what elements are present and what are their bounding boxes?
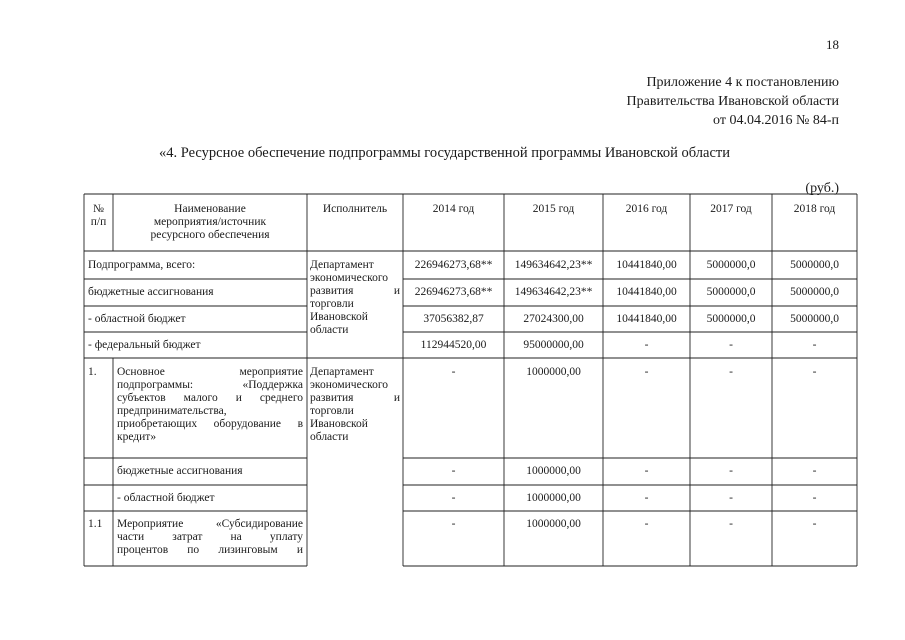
- table-cell: -: [812, 366, 817, 378]
- table-cell: 27024300,00: [523, 313, 584, 325]
- row-label: бюджетные ассигнования: [88, 286, 214, 298]
- table-cell: 1000000,00: [526, 366, 581, 378]
- document-title: «4. Ресурсное обеспечение подпрограммы государственной программы Ивановской области: [159, 145, 731, 161]
- header-year-2014: 2014 год: [432, 203, 475, 215]
- table-cell: 226946273,68**: [414, 286, 493, 298]
- table-cell: -: [451, 518, 456, 530]
- table-cell: 149634642,23**: [514, 286, 593, 298]
- table-cell: -: [729, 366, 733, 378]
- table-cell: -: [729, 492, 733, 504]
- table-cell: 149634642,23**: [514, 259, 593, 271]
- table-cell: 1000000,00: [526, 492, 581, 504]
- table-cell: -: [451, 465, 456, 477]
- table-cell: -: [729, 465, 733, 477]
- header-year-2016: 2016 год: [625, 203, 668, 215]
- table-cell: 112944520,00: [420, 339, 487, 351]
- table-cell: 1000000,00: [526, 518, 581, 530]
- appendix-line-1: Приложение 4 к постановлению: [646, 75, 839, 90]
- table-cell: -: [644, 492, 649, 504]
- executor-cell: Департамент экономического развития и торговли Ивановской области: [310, 366, 400, 443]
- table-cell: 1000000,00: [526, 465, 581, 477]
- table-cell: 5000000,0: [706, 259, 756, 271]
- header-name: Наименование мероприятия/источник ресурсного обеспечения: [150, 203, 270, 241]
- table-cell: -: [451, 492, 456, 504]
- header-year-2018: 2018 год: [793, 203, 836, 215]
- table-cell: -: [812, 518, 817, 530]
- row-number: 1.1: [88, 518, 103, 530]
- executor-cell: Департамент экономического развития и торговли Ивановской области: [310, 259, 400, 336]
- header-year-2015: 2015 год: [532, 203, 575, 215]
- table-cell: 5000000,0: [790, 259, 839, 271]
- table-cell: 5000000,0: [706, 286, 756, 298]
- page-number: 18: [826, 37, 839, 52]
- appendix-line-3: от 04.04.2016 № 84-п: [713, 113, 839, 128]
- table-cell: -: [644, 518, 649, 530]
- row-number: 1.: [88, 366, 97, 378]
- table-cell: 5000000,0: [790, 313, 839, 325]
- table-cell: 10441840,00: [616, 313, 677, 325]
- table-cell: -: [812, 339, 817, 351]
- table-cell: -: [644, 339, 649, 351]
- table-cell: 5000000,0: [706, 313, 756, 325]
- row-label: бюджетные ассигнования: [117, 465, 243, 477]
- table-cell: -: [812, 492, 817, 504]
- table-cell: 95000000,00: [523, 339, 584, 351]
- table-cell: -: [451, 366, 456, 378]
- header-num: № п/п: [90, 203, 107, 228]
- table-cell: 5000000,0: [790, 286, 839, 298]
- row-label: - федеральный бюджет: [88, 339, 201, 351]
- table-cell: -: [644, 465, 649, 477]
- table-cell: 10441840,00: [616, 286, 677, 298]
- table-cell: -: [812, 465, 817, 477]
- table-cell: 37056382,87: [423, 313, 484, 325]
- row-label: Основное мероприятие подпрограммы: «Поддержка субъектов малого и среднего предпринимательства, приобретающих оборудование в кредит»: [117, 366, 303, 443]
- header-executor: Исполнитель: [322, 203, 388, 215]
- table-cell: -: [729, 339, 733, 351]
- table-cell: -: [729, 518, 733, 530]
- appendix-line-2: Правительства Ивановской области: [626, 94, 839, 109]
- row-label: - областной бюджет: [88, 313, 186, 325]
- table-cell: 10441840,00: [616, 259, 677, 271]
- row-label: Мероприятие «Субсидирование части затрат на уплату процентов по лизинговым и: [117, 518, 303, 556]
- header-year-2017: 2017 год: [710, 203, 752, 215]
- table-cell: 226946273,68**: [414, 259, 493, 271]
- row-label: - областной бюджет: [117, 492, 215, 504]
- table-cell: -: [644, 366, 649, 378]
- currency-unit: (руб.): [805, 181, 839, 196]
- row-label: Подпрограмма, всего:: [88, 259, 196, 271]
